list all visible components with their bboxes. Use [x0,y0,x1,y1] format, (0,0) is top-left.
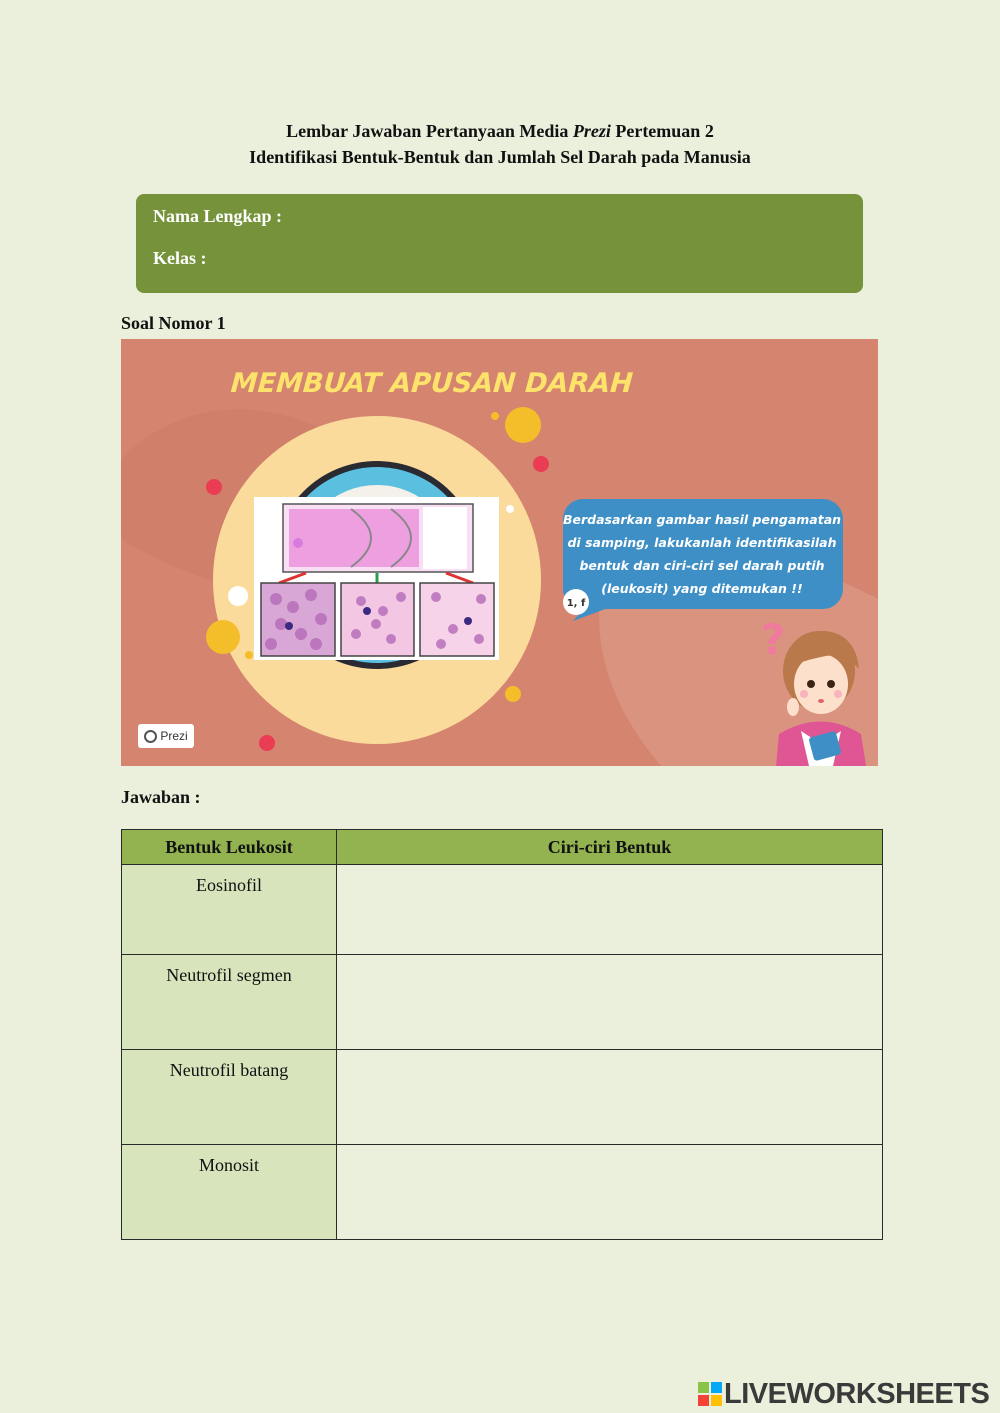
leukocyte-name: Neutrofil batang [122,1050,337,1145]
column-header-characteristics: Ciri-ciri Bentuk [337,830,883,865]
table-row [122,1050,883,1145]
document-title: Lembar Jawaban Pertanyaan Media Prezi Pertemuan 2 [286,121,714,141]
prezi-badge [138,724,194,748]
liveworksheets-icon [698,1382,722,1406]
document-subtitle: Identifikasi Bentuk-Bentuk dan Jumlah Sel Darah pada Manusia [249,147,751,167]
bubble-line-3: bentuk dan ciri-ciri sel darah putih [579,558,825,573]
characteristics-input[interactable] [337,865,883,955]
identity-box [136,194,863,293]
bubble-line-4: (leukosit) yang ditemukan !! [601,581,803,596]
answer-label: Jawaban : [121,787,201,807]
bubble-badge: 1, f [566,598,586,609]
column-header-leukocyte: Bentuk Leukosit [122,830,337,865]
leukocyte-name: Monosit [122,1145,337,1240]
bubble-line-2: di samping, lakukanlah identifikasilah [567,535,837,550]
slide-title: MEMBUAT APUSAN DARAH [229,368,634,399]
table-row [122,865,883,955]
question-label: Soal Nomor 1 [121,313,226,333]
table-header-row [122,830,883,865]
answer-table [121,829,883,1240]
prezi-logo-icon [144,730,157,743]
characteristics-input[interactable] [337,1050,883,1145]
bubble-line-1: Berdasarkan gambar hasil pengamatan [562,512,842,527]
leukocyte-name: Eosinofil [122,865,337,955]
prezi-slide-image [121,339,878,766]
characteristics-input[interactable] [337,955,883,1050]
prezi-label: Prezi [160,729,188,743]
svg-text:?: ? [761,615,786,664]
characteristics-input[interactable] [337,1145,883,1240]
table-row [122,955,883,1050]
liveworksheets-text: LIVEWORKSHEETS [724,1377,990,1410]
table-row [122,1145,883,1240]
class-label: Kelas : [153,248,207,268]
leukocyte-name: Neutrofil segmen [122,955,337,1050]
liveworksheets-logo [698,1378,989,1410]
name-label: Nama Lengkap : [153,206,283,226]
